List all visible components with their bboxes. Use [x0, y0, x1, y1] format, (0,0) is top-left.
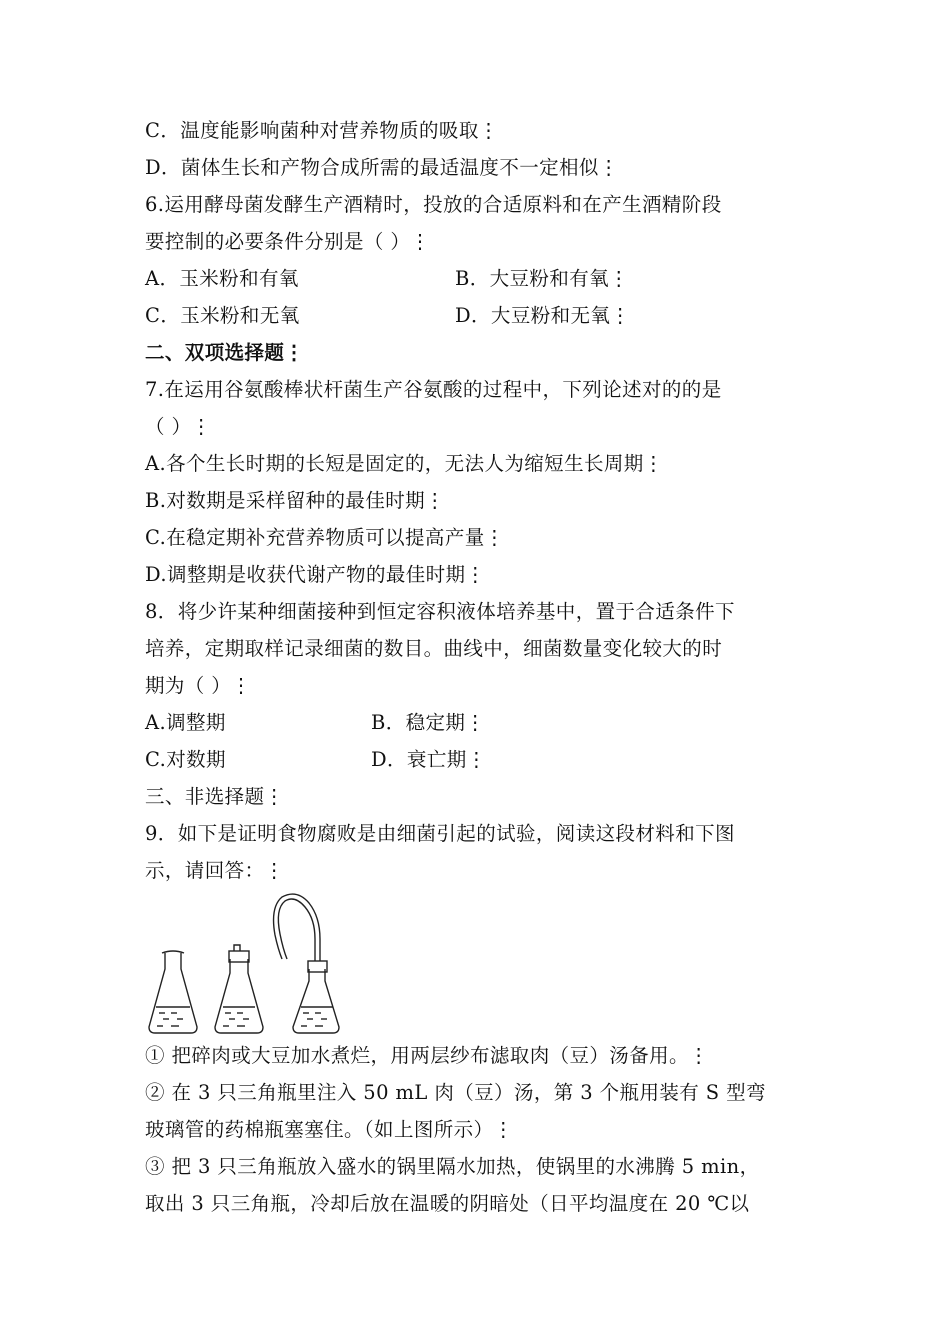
q7-option-a: A.各个生长时期的长短是固定的，无法人为缩短生长周期⋮: [145, 452, 664, 475]
q8-stem-line2: 培养，定期取样记录细菌的数目。曲线中，细菌数量变化较大的时: [145, 637, 723, 660]
q8-stem-line3: 期为（ ）⋮: [145, 674, 252, 697]
q8-option-b: B．稳定期⋮: [371, 711, 486, 734]
q9-stem-line1: 9．如下是证明食物腐败是由细菌引起的试验，阅读这段材料和下图: [145, 822, 735, 845]
q8-stem-line1: 8．将少许某种细菌接种到恒定容积液体培养基中，置于合适条件下: [145, 600, 735, 623]
q9-step-3-line1: ③ 把 3 只三角瓶放入盛水的锅里隔水加热，使锅里的水沸腾 5 min，: [145, 1155, 760, 1178]
document-page: [145, 112, 810, 1222]
q6-option-a: A．玉米粉和有氧: [145, 267, 299, 290]
three-flasks-illustration: [145, 889, 365, 1037]
q6-stem-line1: 6.运用酵母菌发酵生产酒精时，投放的合适原料和在产生酒精阶段: [145, 193, 722, 216]
section-heading-3: 三、非选择题⋮: [145, 785, 285, 808]
s-tube-flask-icon: [274, 894, 339, 1033]
q7-stem-line1: 7.在运用谷氨酸棒状杆菌生产谷氨酸的过程中，下列论述对的的是: [145, 378, 722, 401]
q9-stem-line2: 示，请回答：⋮: [145, 859, 285, 882]
q8-option-a: A.调整期: [145, 711, 226, 734]
section-heading-2: 二、双项选择题⋮: [145, 341, 305, 364]
q9-step-3-line2: 取出 3 只三角瓶，冷却后放在温暖的阴暗处（日平均温度在 20 ℃以: [145, 1192, 750, 1215]
q7-option-d: D.调整期是收获代谢产物的最佳时期⋮: [145, 563, 486, 586]
q9-step-2-line2: 玻璃管的药棉瓶塞塞住。（如上图所示）⋮: [145, 1118, 514, 1141]
q8-option-c: C.对数期: [145, 748, 226, 771]
open-flask-icon: [149, 951, 197, 1033]
option-c-q5: C．温度能影响菌种对营养物质的吸取⋮: [145, 119, 499, 142]
q8-option-d: D．衰亡期⋮: [371, 748, 487, 771]
q6-option-d: D．大豆粉和无氧⋮: [455, 304, 631, 327]
q9-step-1: ① 把碎肉或大豆加水煮烂，用两层纱布滤取肉（豆）汤备用。⋮: [145, 1044, 709, 1067]
q7-option-b: B.对数期是采样留种的最佳时期⋮: [145, 489, 445, 512]
q8-options-row1: [145, 704, 810, 741]
q7-stem-line2: （ ）⋮: [145, 415, 212, 438]
q6-options-row2: [145, 297, 810, 334]
q8-options-row2: [145, 741, 810, 778]
flask-figure: [145, 889, 810, 1037]
option-d-q5: D．菌体生长和产物合成所需的最适温度不一定相似⋮: [145, 156, 619, 179]
q9-step-2-line1: ② 在 3 只三角瓶里注入 50 mL 肉（豆）汤，第 3 个瓶用装有 S 型弯: [145, 1081, 766, 1104]
q6-option-c: C．玉米粉和无氧: [145, 304, 300, 327]
q6-option-b: B．大豆粉和有氧⋮: [455, 267, 629, 290]
q6-options-row1: [145, 260, 810, 297]
q6-stem-line2: 要控制的必要条件分别是（ ）⋮: [145, 230, 431, 253]
stoppered-flask-icon: [215, 945, 263, 1033]
q7-option-c: C.在稳定期补充营养物质可以提高产量⋮: [145, 526, 505, 549]
